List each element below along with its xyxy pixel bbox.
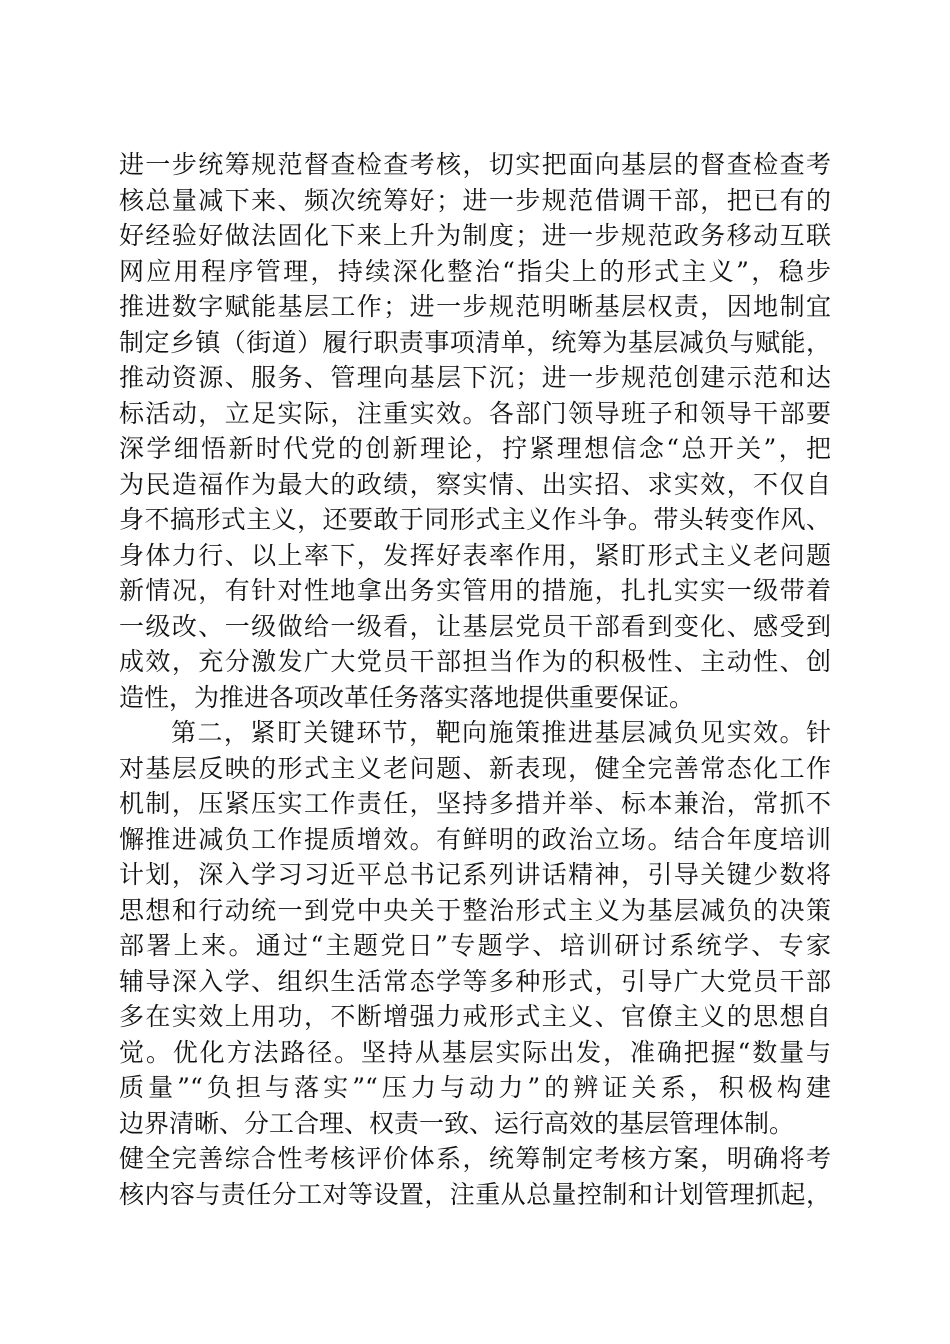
body-text (119, 147, 831, 1212)
text-line: 造性，为推进各项改革任务落实落地提供重要保证。 (119, 682, 695, 712)
text-line: 健全完善综合性考核评价体系，统筹制定考核方案，明确将考 (119, 1144, 831, 1173)
text-line: 核总量减下来、频次统筹好；进一步规范借调干部，把已有的 (119, 185, 831, 215)
text-line: 推动资源、服务、管理向基层下沉；进一步规范创建示范和达 (119, 363, 831, 392)
text-line: 标活动，立足实际，注重实效。各部门领导班子和领导干部要 (119, 398, 831, 428)
text-line: 懈推进减负工作提质增效。有鲜明的政治立场。结合年度培训 (119, 824, 831, 854)
text-line: 对基层反映的形式主义老问题、新表现，健全完善常态化工作 (119, 753, 831, 783)
text-line: 深学细悟新时代党的创新理论，拧紧理想信念“总开关”，把 (119, 434, 831, 463)
text-line: 计划，深入学习习近平总书记系列讲话精神，引导关键少数将 (119, 860, 831, 889)
text-line: 觉。优化方法路径。坚持从基层实际出发，准确把握“数量与 (119, 1037, 831, 1067)
text-line: 成效，充分激发广大党员干部担当作为的积极性、主动性、创 (119, 647, 831, 676)
paragraph-start-line: 第二，紧盯关键环节，靶向施策推进基层减负见实效。针 (171, 718, 831, 747)
text-line: 核内容与责任分工对等设置，注重从总量控制和计划管理抓起， (119, 1179, 831, 1209)
text-line: 辅导深入学、组织生活常态学等多种形式，引导广大党员干部 (119, 966, 831, 996)
text-line: 身不搞形式主义，还要敢于同形式主义作斗争。带头转变作风、 (119, 505, 831, 534)
text-line: 进一步统筹规范督查检查考核，切实把面向基层的督查检查考 (119, 150, 831, 179)
text-line: 好经验好做法固化下来上升为制度；进一步规范政务移动互联 (119, 221, 831, 250)
text-line: 为民造福作为最大的政绩，察实情、出实招、求实效，不仅自 (119, 469, 831, 499)
text-line: 网应用程序管理，持续深化整治“指尖上的形式主义”，稳步 (119, 256, 831, 286)
text-line: 制定乡镇（街道）履行职责事项清单，统筹为基层减负与赋能， (119, 327, 831, 357)
text-line: 思想和行动统一到党中央关于整治形式主义为基层减负的决策 (119, 895, 831, 925)
text-line: 推进数字赋能基层工作；进一步规范明晰基层权责，因地制宜 (119, 292, 831, 321)
text-line: 边界清晰、分工合理、权责一致、运行高效的基层管理体制。 (119, 1108, 795, 1138)
text-line: 身体力行、以上率下，发挥好表率作用，紧盯形式主义老问题 (119, 540, 831, 570)
text-line: 多在实效上用功，不断增强力戒形式主义、官僚主义的思想自 (119, 1002, 831, 1031)
text-line: 质量”“负担与落实”“压力与动力”的辨证关系，积极构建 (119, 1073, 831, 1102)
text-line: 机制，压紧压实工作责任，坚持多措并举、标本兼治，常抓不 (119, 789, 831, 818)
text-line: 一级改、一级做给一级看，让基层党员干部看到变化、感受到 (119, 611, 831, 641)
text-line: 新情况，有针对性地拿出务实管用的措施，扎扎实实一级带着 (119, 576, 831, 605)
text-line: 部署上来。通过“主题党日”专题学、培训研讨系统学、专家 (119, 931, 831, 960)
